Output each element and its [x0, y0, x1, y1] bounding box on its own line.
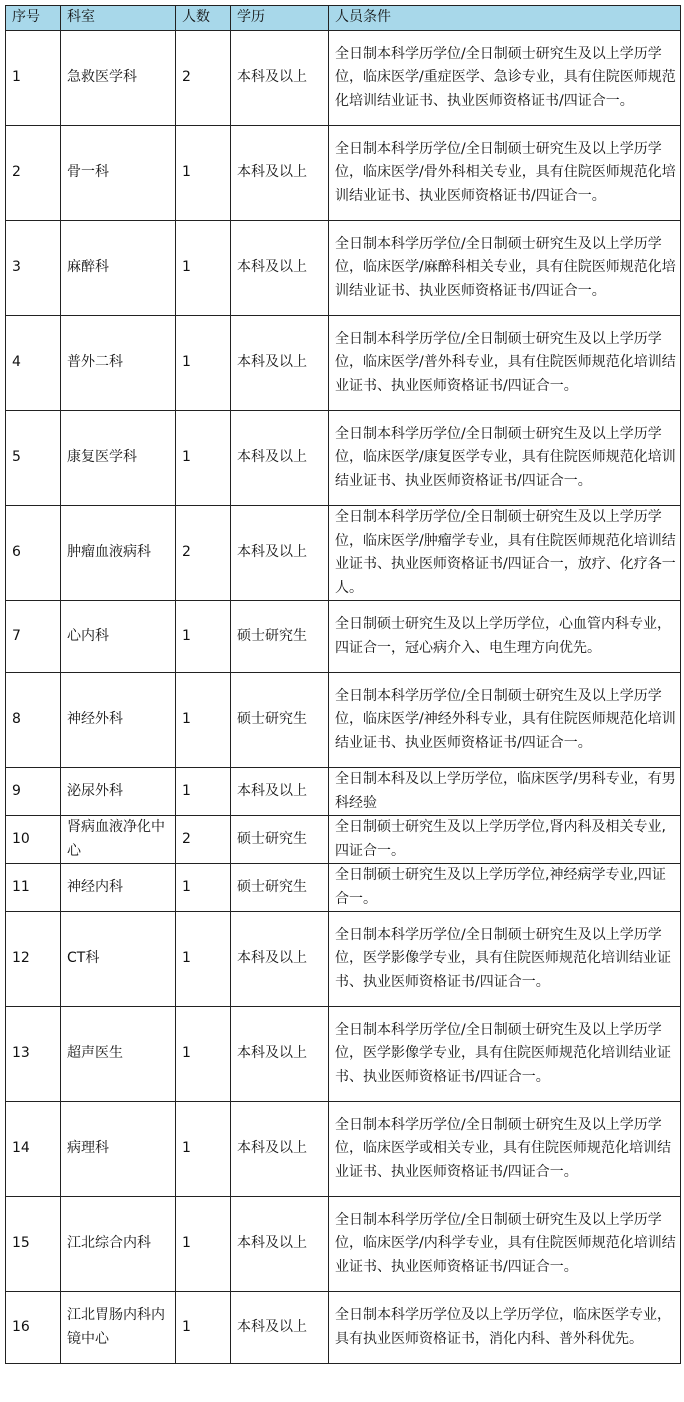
row-no: 11 [6, 864, 61, 912]
table-row [6, 411, 681, 506]
row-no: 7 [6, 601, 61, 673]
row-no: 15 [6, 1197, 61, 1292]
table-row [6, 221, 681, 316]
row-edu: 硕士研究生 [231, 673, 329, 768]
table-row [6, 601, 681, 673]
table-row [6, 1102, 681, 1197]
row-cond: 全日制硕士研究生及以上学历学位,神经病学专业,四证合一。 [329, 864, 681, 912]
row-no: 12 [6, 912, 61, 1007]
row-count: 1 [176, 1197, 231, 1292]
row-edu: 本科及以上 [231, 316, 329, 411]
row-count: 1 [176, 1292, 231, 1364]
row-count: 2 [176, 31, 231, 126]
header-row [6, 6, 681, 31]
row-edu: 本科及以上 [231, 411, 329, 506]
row-cond: 全日制本科学历学位/全日制硕士研究生及以上学历学位，临床医学/骨外科相关专业，具有住院医师规范化培训结业证书、执业医师资格证书/四证合一。 [329, 126, 681, 221]
row-dept: 神经内科 [61, 864, 176, 912]
table-row [6, 316, 681, 411]
row-dept: 泌尿外科 [61, 768, 176, 816]
row-dept: 江北胃肠内科内镜中心 [61, 1292, 176, 1364]
row-no: 9 [6, 768, 61, 816]
row-count: 1 [176, 411, 231, 506]
row-dept: 骨一科 [61, 126, 176, 221]
row-no: 8 [6, 673, 61, 768]
row-edu: 本科及以上 [231, 1197, 329, 1292]
row-cond: 全日制硕士研究生及以上学历学位，心血管内科专业，四证合一，冠心病介入、电生理方向优先。 [329, 601, 681, 673]
row-no: 1 [6, 31, 61, 126]
row-dept: 肾病血液净化中心 [61, 816, 176, 864]
table-row [6, 673, 681, 768]
row-dept: 普外二科 [61, 316, 176, 411]
row-no: 5 [6, 411, 61, 506]
row-edu: 硕士研究生 [231, 601, 329, 673]
row-edu: 硕士研究生 [231, 816, 329, 864]
row-edu: 本科及以上 [231, 1007, 329, 1102]
row-count: 1 [176, 1102, 231, 1197]
row-cond: 全日制本科学历学位/全日制硕士研究生及以上学历学位，临床医学或相关专业，具有住院医师规范化培训结业证书、执业医师资格证书/四证合一。 [329, 1102, 681, 1197]
row-count: 1 [176, 221, 231, 316]
row-count: 2 [176, 506, 231, 601]
row-cond: 全日制本科学历学位/全日制硕士研究生及以上学历学位，医学影像学专业，具有住院医师规范化培训结业证书、执业医师资格证书/四证合一。 [329, 912, 681, 1007]
row-dept: CT科 [61, 912, 176, 1007]
row-no: 16 [6, 1292, 61, 1364]
row-no: 6 [6, 506, 61, 601]
row-edu: 本科及以上 [231, 1102, 329, 1197]
row-cond: 全日制本科学历学位/全日制硕士研究生及以上学历学位，临床医学/重症医学、急诊专业，具有住院医师规范化培训结业证书、执业医师资格证书/四证合一。 [329, 31, 681, 126]
row-dept: 肿瘤血液病科 [61, 506, 176, 601]
row-cond: 全日制本科学历学位/全日制硕士研究生及以上学历学位，临床医学/普外科专业，具有住院医师规范化培训结业证书、执业医师资格证书/四证合一。 [329, 316, 681, 411]
row-dept: 麻醉科 [61, 221, 176, 316]
table-row [6, 1197, 681, 1292]
table-row [6, 768, 681, 816]
row-no: 10 [6, 816, 61, 864]
row-cond: 全日制本科学历学位/全日制硕士研究生及以上学历学位，临床医学/内科学专业，具有住院医师规范化培训结业证书、执业医师资格证书/四证合一。 [329, 1197, 681, 1292]
row-dept: 超声医生 [61, 1007, 176, 1102]
row-count: 2 [176, 816, 231, 864]
table-row [6, 864, 681, 912]
row-edu: 硕士研究生 [231, 864, 329, 912]
header-no: 序号 [6, 6, 61, 31]
row-edu: 本科及以上 [231, 221, 329, 316]
row-cond: 全日制本科学历学位/全日制硕士研究生及以上学历学位，医学影像学专业，具有住院医师规范化培训结业证书、执业医师资格证书/四证合一。 [329, 1007, 681, 1102]
header-edu: 学历 [231, 6, 329, 31]
row-edu: 本科及以上 [231, 912, 329, 1007]
row-cond: 全日制本科学历学位/全日制硕士研究生及以上学历学位，临床医学/康复医学专业，具有住院医师规范化培训结业证书、执业医师资格证书/四证合一。 [329, 411, 681, 506]
row-cond: 全日制本科学历学位/全日制硕士研究生及以上学历学位，临床医学/神经外科专业，具有住院医师规范化培训结业证书、执业医师资格证书/四证合一。 [329, 673, 681, 768]
row-cond: 全日制本科学历学位及以上学历学位，临床医学专业，具有执业医师资格证书，消化内科、普外科优先。 [329, 1292, 681, 1364]
row-dept: 病理科 [61, 1102, 176, 1197]
row-count: 1 [176, 1007, 231, 1102]
row-count: 1 [176, 601, 231, 673]
row-no: 13 [6, 1007, 61, 1102]
row-edu: 本科及以上 [231, 768, 329, 816]
row-edu: 本科及以上 [231, 31, 329, 126]
table-row [6, 126, 681, 221]
row-cond: 全日制本科学历学位/全日制硕士研究生及以上学历学位，临床医学/肿瘤学专业，具有住院医师规范化培训结业证书、执业医师资格证书/四证合一，放疗、化疗各一人。 [329, 506, 681, 601]
row-dept: 心内科 [61, 601, 176, 673]
row-edu: 本科及以上 [231, 1292, 329, 1364]
row-count: 1 [176, 912, 231, 1007]
row-no: 2 [6, 126, 61, 221]
table-row [6, 1292, 681, 1364]
table-row [6, 912, 681, 1007]
recruitment-table [5, 5, 681, 1364]
table-row [6, 31, 681, 126]
row-no: 3 [6, 221, 61, 316]
row-cond: 全日制本科及以上学历学位，临床医学/男科专业，有男科经验 [329, 768, 681, 816]
row-dept: 神经外科 [61, 673, 176, 768]
row-cond: 全日制硕士研究生及以上学历学位,肾内科及相关专业,四证合一。 [329, 816, 681, 864]
header-cond: 人员条件 [329, 6, 681, 31]
row-cond: 全日制本科学历学位/全日制硕士研究生及以上学历学位，临床医学/麻醉科相关专业，具有住院医师规范化培训结业证书、执业医师资格证书/四证合一。 [329, 221, 681, 316]
table-row [6, 506, 681, 601]
table-row [6, 816, 681, 864]
row-no: 14 [6, 1102, 61, 1197]
row-edu: 本科及以上 [231, 506, 329, 601]
row-dept: 江北综合内科 [61, 1197, 176, 1292]
row-count: 1 [176, 673, 231, 768]
row-count: 1 [176, 126, 231, 221]
table-row [6, 1007, 681, 1102]
header-dept: 科室 [61, 6, 176, 31]
row-count: 1 [176, 316, 231, 411]
row-dept: 康复医学科 [61, 411, 176, 506]
row-dept: 急救医学科 [61, 31, 176, 126]
row-edu: 本科及以上 [231, 126, 329, 221]
row-count: 1 [176, 864, 231, 912]
header-count: 人数 [176, 6, 231, 31]
row-count: 1 [176, 768, 231, 816]
row-no: 4 [6, 316, 61, 411]
